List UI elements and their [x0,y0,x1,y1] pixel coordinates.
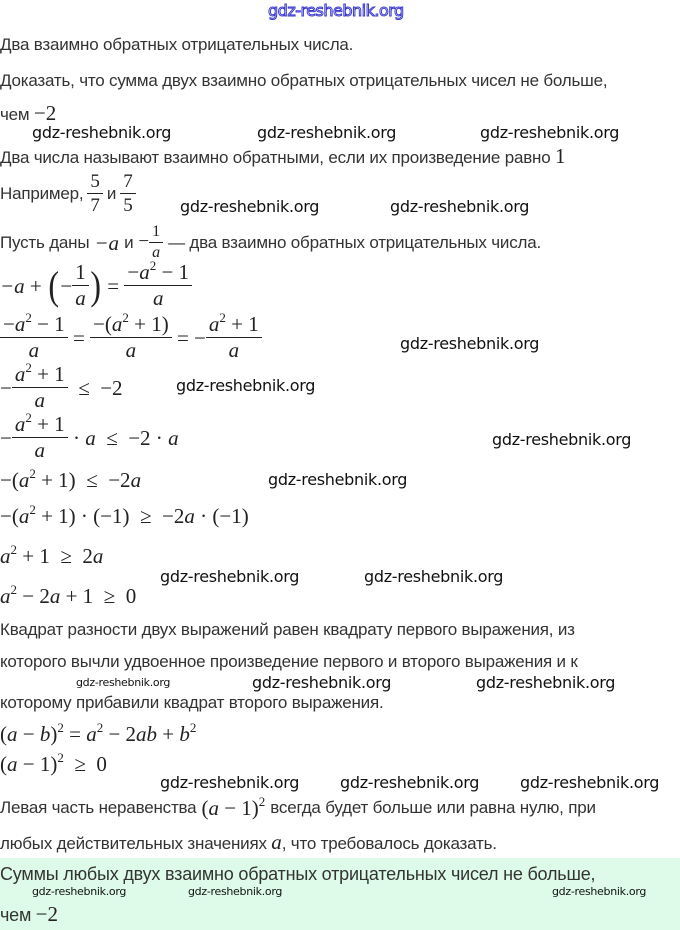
given-neg-reciprocal: − $\frac{1}{a}$ [138,224,163,261]
watermark: gdz-reshebnik.org [268,470,408,489]
watermark: gdz-reshebnik.org [32,123,172,142]
step-4: − $\frac{a^2 + 1}{a}$ · a ≤ −2 · a [0,410,179,462]
watermark: gdz-reshebnik.org [476,673,616,692]
step-8: $a^2 - 2a + 1 \ge 0$ [0,582,137,608]
answer-line2 [0,902,58,926]
given-line [0,224,541,261]
watermark-small: gdz-reshebnik.org [552,885,647,898]
example-fraction-1 [87,172,103,215]
fraction-numerator: 5 [87,172,103,194]
step-2: $\frac{-a^2 - 1}{a}$ = $\frac{-(a^2 + 1)}{a}$ = − $\frac{a^2 + 1}{a}$ [0,314,262,361]
watermark-small: gdz-reshebnik.org [32,885,127,898]
watermark: gdz-reshebnik.org [520,773,660,792]
square-inequality: $(a - 1)^2 \ge 0$ [0,750,107,776]
example-fraction-2 [120,172,136,215]
watermark: gdz-reshebnik.org [160,567,300,586]
problem-statement-line1: Доказать, что сумма двух взаимно обратных отрицательных чисел не больше, [0,71,608,90]
header-site-watermark: gdz-reshebnik.org [268,1,404,20]
watermark: gdz-reshebnik.org [180,197,320,216]
example-and: и [106,183,117,203]
fraction-numerator: 7 [120,172,136,194]
answer-prefix: чем [0,905,32,925]
step-1: −a + ( − $\frac{1}{a}$ ) = $\frac{-a^2 - 1}{a}$ [0,262,192,309]
conclusion-expression: $(a - 1)^2$ [201,794,266,820]
definition-value: 1 [554,144,566,168]
definition-line [0,144,565,168]
conclusion-line2-prefix: любых действительных значениях [0,834,267,853]
watermark: gdz-reshebnik.org [364,567,504,586]
conclusion-line2 [0,830,497,854]
conclusion-variable: a [271,830,282,854]
explanation-line2: которого вычли удвоенное произведение первого и второго выражения и к [0,652,578,671]
explanation-line1: Квадрат разности двух выражений равен квадрату первого выражения, из [0,620,575,639]
example-line [0,172,136,215]
conclusion-suffix: всегда будет больше или равна нулю, при [270,798,596,817]
example-prefix: Например, [0,183,84,203]
step-3: − $\frac{a^2 + 1}{a}$ ≤ −2 [0,360,123,412]
problem-statement-value: −2 [33,101,57,125]
watermark: gdz-reshebnik.org [252,673,392,692]
problem-statement-prefix: чем [0,105,30,124]
watermark-small: gdz-reshebnik.org [76,676,171,689]
watermark: gdz-reshebnik.org [492,430,632,449]
answer-value: −2 [35,902,58,926]
answer-line1: Суммы любых двух взаимно обратных отрицательных чисел не больше, [0,864,596,884]
given-suffix: — два взаимно обратных отрицательных числа. [168,232,541,252]
step-7: $a^2 + 1 \ge 2a$ [0,542,104,568]
given-prefix: Пусть даны [0,232,90,252]
conclusion-prefix: Левая часть неравенства [0,798,197,817]
watermark: gdz-reshebnik.org [340,773,480,792]
problem-statement-line2 [0,101,56,125]
conclusion-line2-suffix: , что требовалось доказать. [281,834,497,853]
step-6: $-(a^2 + 1) \cdot (-1) \ge -2a \cdot (-1)$ [0,502,249,528]
fraction-denominator: 7 [90,195,100,216]
watermark-small: gdz-reshebnik.org [188,885,283,898]
watermark: gdz-reshebnik.org [480,123,620,142]
watermark: gdz-reshebnik.org [160,773,300,792]
watermark: gdz-reshebnik.org [400,334,540,353]
problem-title: Два взаимно обратных отрицательных числа. [0,35,354,54]
watermark: gdz-reshebnik.org [176,376,316,395]
conclusion-line1 [0,796,596,820]
watermark: gdz-reshebnik.org [257,123,397,142]
explanation-line3: которому прибавили квадрат второго выражения. [0,693,384,712]
given-and: и [124,232,134,252]
formula-square-of-difference: $(a - b)^2 = a^2 - 2ab + b^2$ [0,720,197,746]
fraction-denominator: 5 [123,195,133,216]
given-neg-a: −a [94,230,120,255]
watermark: gdz-reshebnik.org [390,197,530,216]
definition-text: Два числа называют взаимно обратными, если их произведение равно [0,148,551,167]
step-5: $-(a^2 + 1) \le -2a$ [0,466,142,492]
